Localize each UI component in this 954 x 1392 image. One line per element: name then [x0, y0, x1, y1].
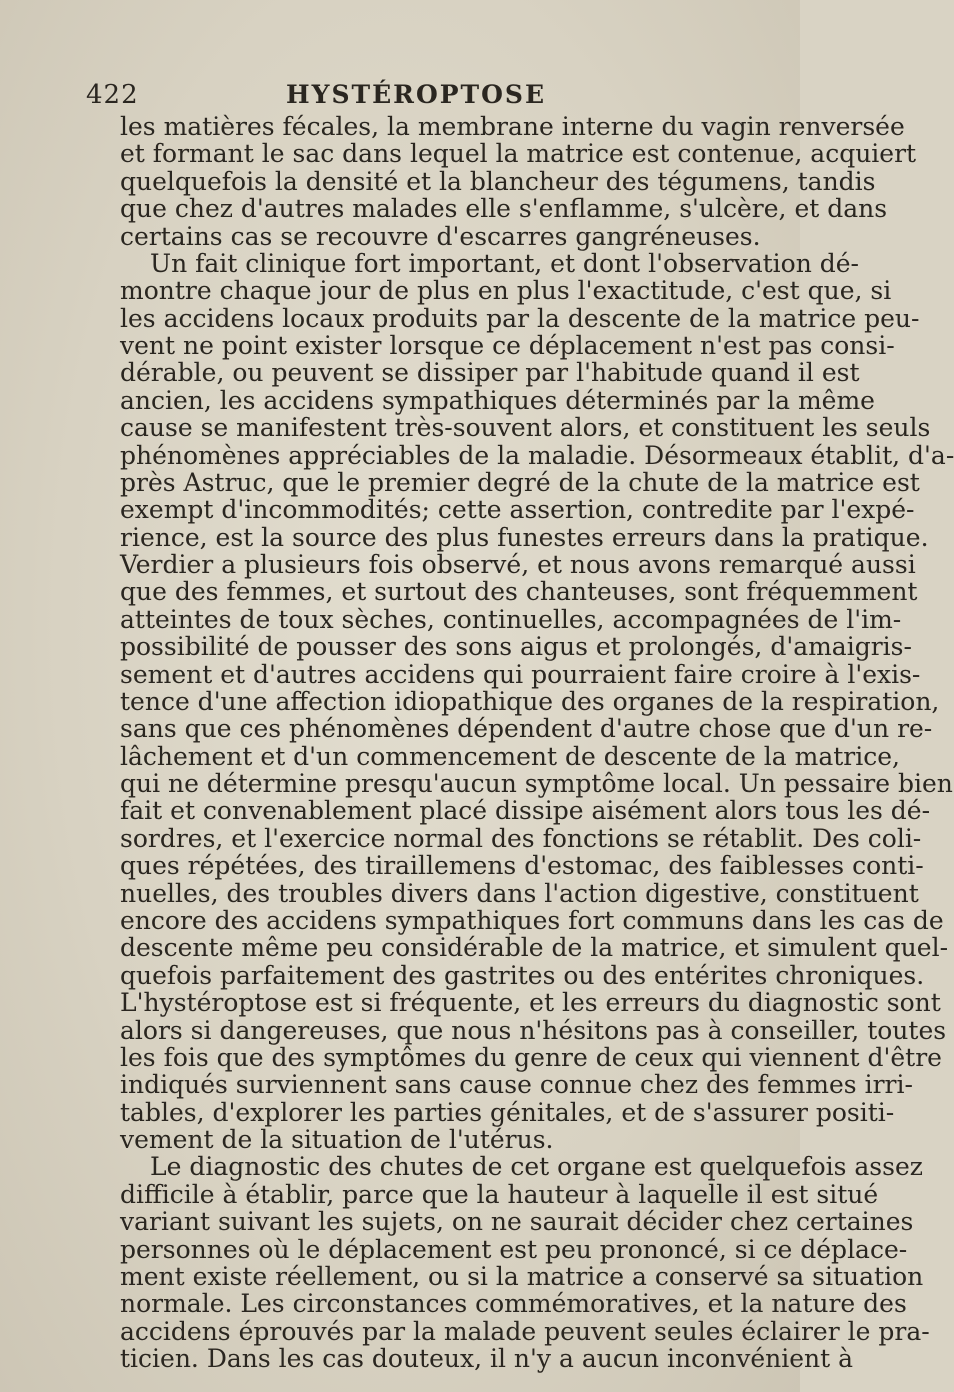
text-line: descente même peu considérable de la matrice, et simulent quel- — [120, 933, 949, 963]
text-line: L'hystéroptose est si fréquente, et les erreurs du diagnostic sont — [120, 988, 941, 1018]
text-line: Verdier a plusieurs fois observé, et nous avons remarqué aussi — [120, 550, 916, 579]
text-line: et formant le sac dans lequel la matrice est contenue, acquiert — [120, 139, 917, 169]
text-line: lâchement et d'un commencement de descente de la matrice, — [120, 741, 900, 771]
text-line: ticien. Dans les cas douteux, il n'y a aucun inconvénient à — [120, 1344, 854, 1373]
text-line: tence d'une affection idiopathique des organes de la respiration, — [120, 686, 940, 716]
text-line: quefois parfaitement des gastrites ou des entérites chroniques. — [120, 960, 925, 990]
text-line: atteintes de toux sèches, continuelles, accompagnées de l'im- — [120, 604, 902, 634]
text-line: encore des accidens sympathiques fort communs dans les cas de — [120, 906, 944, 935]
running-title: HYSTÉROPTOSE — [286, 80, 547, 109]
text-line: difficile à établir, parce que la hauteur à laquelle il est situé — [120, 1179, 879, 1209]
text-line: les matières fécales, la membrane interne du vagin renversée — [120, 112, 905, 141]
text-line: vent ne point exister lorsque ce déplacement n'est pas consi- — [120, 331, 895, 360]
text-line: que des femmes, et surtout des chanteuses, sont fréquemment — [120, 577, 918, 607]
text-line: les accidens locaux produits par la descente de la matrice peu- — [120, 303, 920, 333]
text-line: Le diagnostic des chutes de cet organe est quelquefois assez — [150, 1152, 923, 1182]
text-line: cause se manifestent très-souvent alors, et constituent les seuls — [120, 413, 931, 443]
text-line: certains cas se recouvre d'escarres gangréneuses. — [120, 221, 761, 251]
text-line: normale. Les circonstances commémoratives, et la nature des — [120, 1289, 907, 1319]
text-line: dérable, ou peuvent se dissiper par l'habitude quand il est — [120, 358, 860, 388]
text-line: exempt d'incommodités; cette assertion, contredite par l'expé- — [120, 495, 915, 525]
text-line: nuelles, des troubles divers dans l'action digestive, constituent — [120, 878, 919, 908]
text-line: tables, d'explorer les parties génitales, et de s'assurer positi- — [120, 1097, 895, 1127]
page-number: 422 — [86, 80, 139, 110]
text-line: quelquefois la densité et la blancheur des tégumens, tandis — [120, 166, 876, 196]
text-line: près Astruc, que le premier degré de la chute de la matrice est — [120, 467, 920, 497]
text-line: que chez d'autres malades elle s'enflamme, s'ulcère, et dans — [120, 194, 888, 224]
text-line: montre chaque jour de plus en plus l'exactitude, c'est que, si — [120, 276, 892, 306]
text-line: qui ne détermine presqu'aucun symptôme local. Un pessaire bien — [120, 769, 953, 799]
text-line: personnes où le déplacement est peu prononcé, si ce déplace- — [120, 1234, 908, 1264]
text-line: variant suivant les sujets, on ne saurait décider chez certaines — [120, 1207, 914, 1237]
text-line: alors si dangereuses, que nous n'hésitons pas à conseiller, toutes — [120, 1015, 947, 1045]
text-line: sement et d'autres accidens qui pourraient faire croire à l'exis- — [120, 659, 921, 689]
text-line: accidens éprouvés par la malade peuvent seules éclairer le pra- — [120, 1316, 930, 1346]
text-line: ancien, les accidens sympathiques déterminés par la même — [120, 385, 875, 415]
text-line: phénomènes appréciables de la maladie. Désormeaux établit, d'a- — [120, 440, 954, 470]
text-line: fait et convenablement placé dissipe aisément alors tous les dé- — [120, 796, 931, 826]
text-line: rience, est la source des plus funestes erreurs dans la pratique. — [120, 522, 929, 552]
text-line: sordres, et l'exercice normal des fonctions se rétablit. Des coli- — [120, 823, 922, 853]
text-line: les fois que des symptômes du genre de ceux qui viennent d'être — [120, 1042, 942, 1072]
text-line: ment existe réellement, ou si la matrice a conservé sa situation — [120, 1261, 924, 1291]
text-line: indiqués surviennent sans cause connue chez des femmes irri- — [120, 1070, 913, 1100]
text-line: Un fait clinique fort important, et dont l'observation dé- — [150, 248, 859, 278]
text-line: sans que ces phénomènes dépendent d'autre chose que d'un re- — [120, 714, 933, 744]
text-line: ques répétées, des tiraillemens d'estomac, des faiblesses conti- — [120, 851, 924, 881]
text-line: vement de la situation de l'utérus. — [120, 1125, 554, 1154]
text-line: possibilité de pousser des sons aigus et prolongés, d'amaigris- — [120, 632, 912, 662]
